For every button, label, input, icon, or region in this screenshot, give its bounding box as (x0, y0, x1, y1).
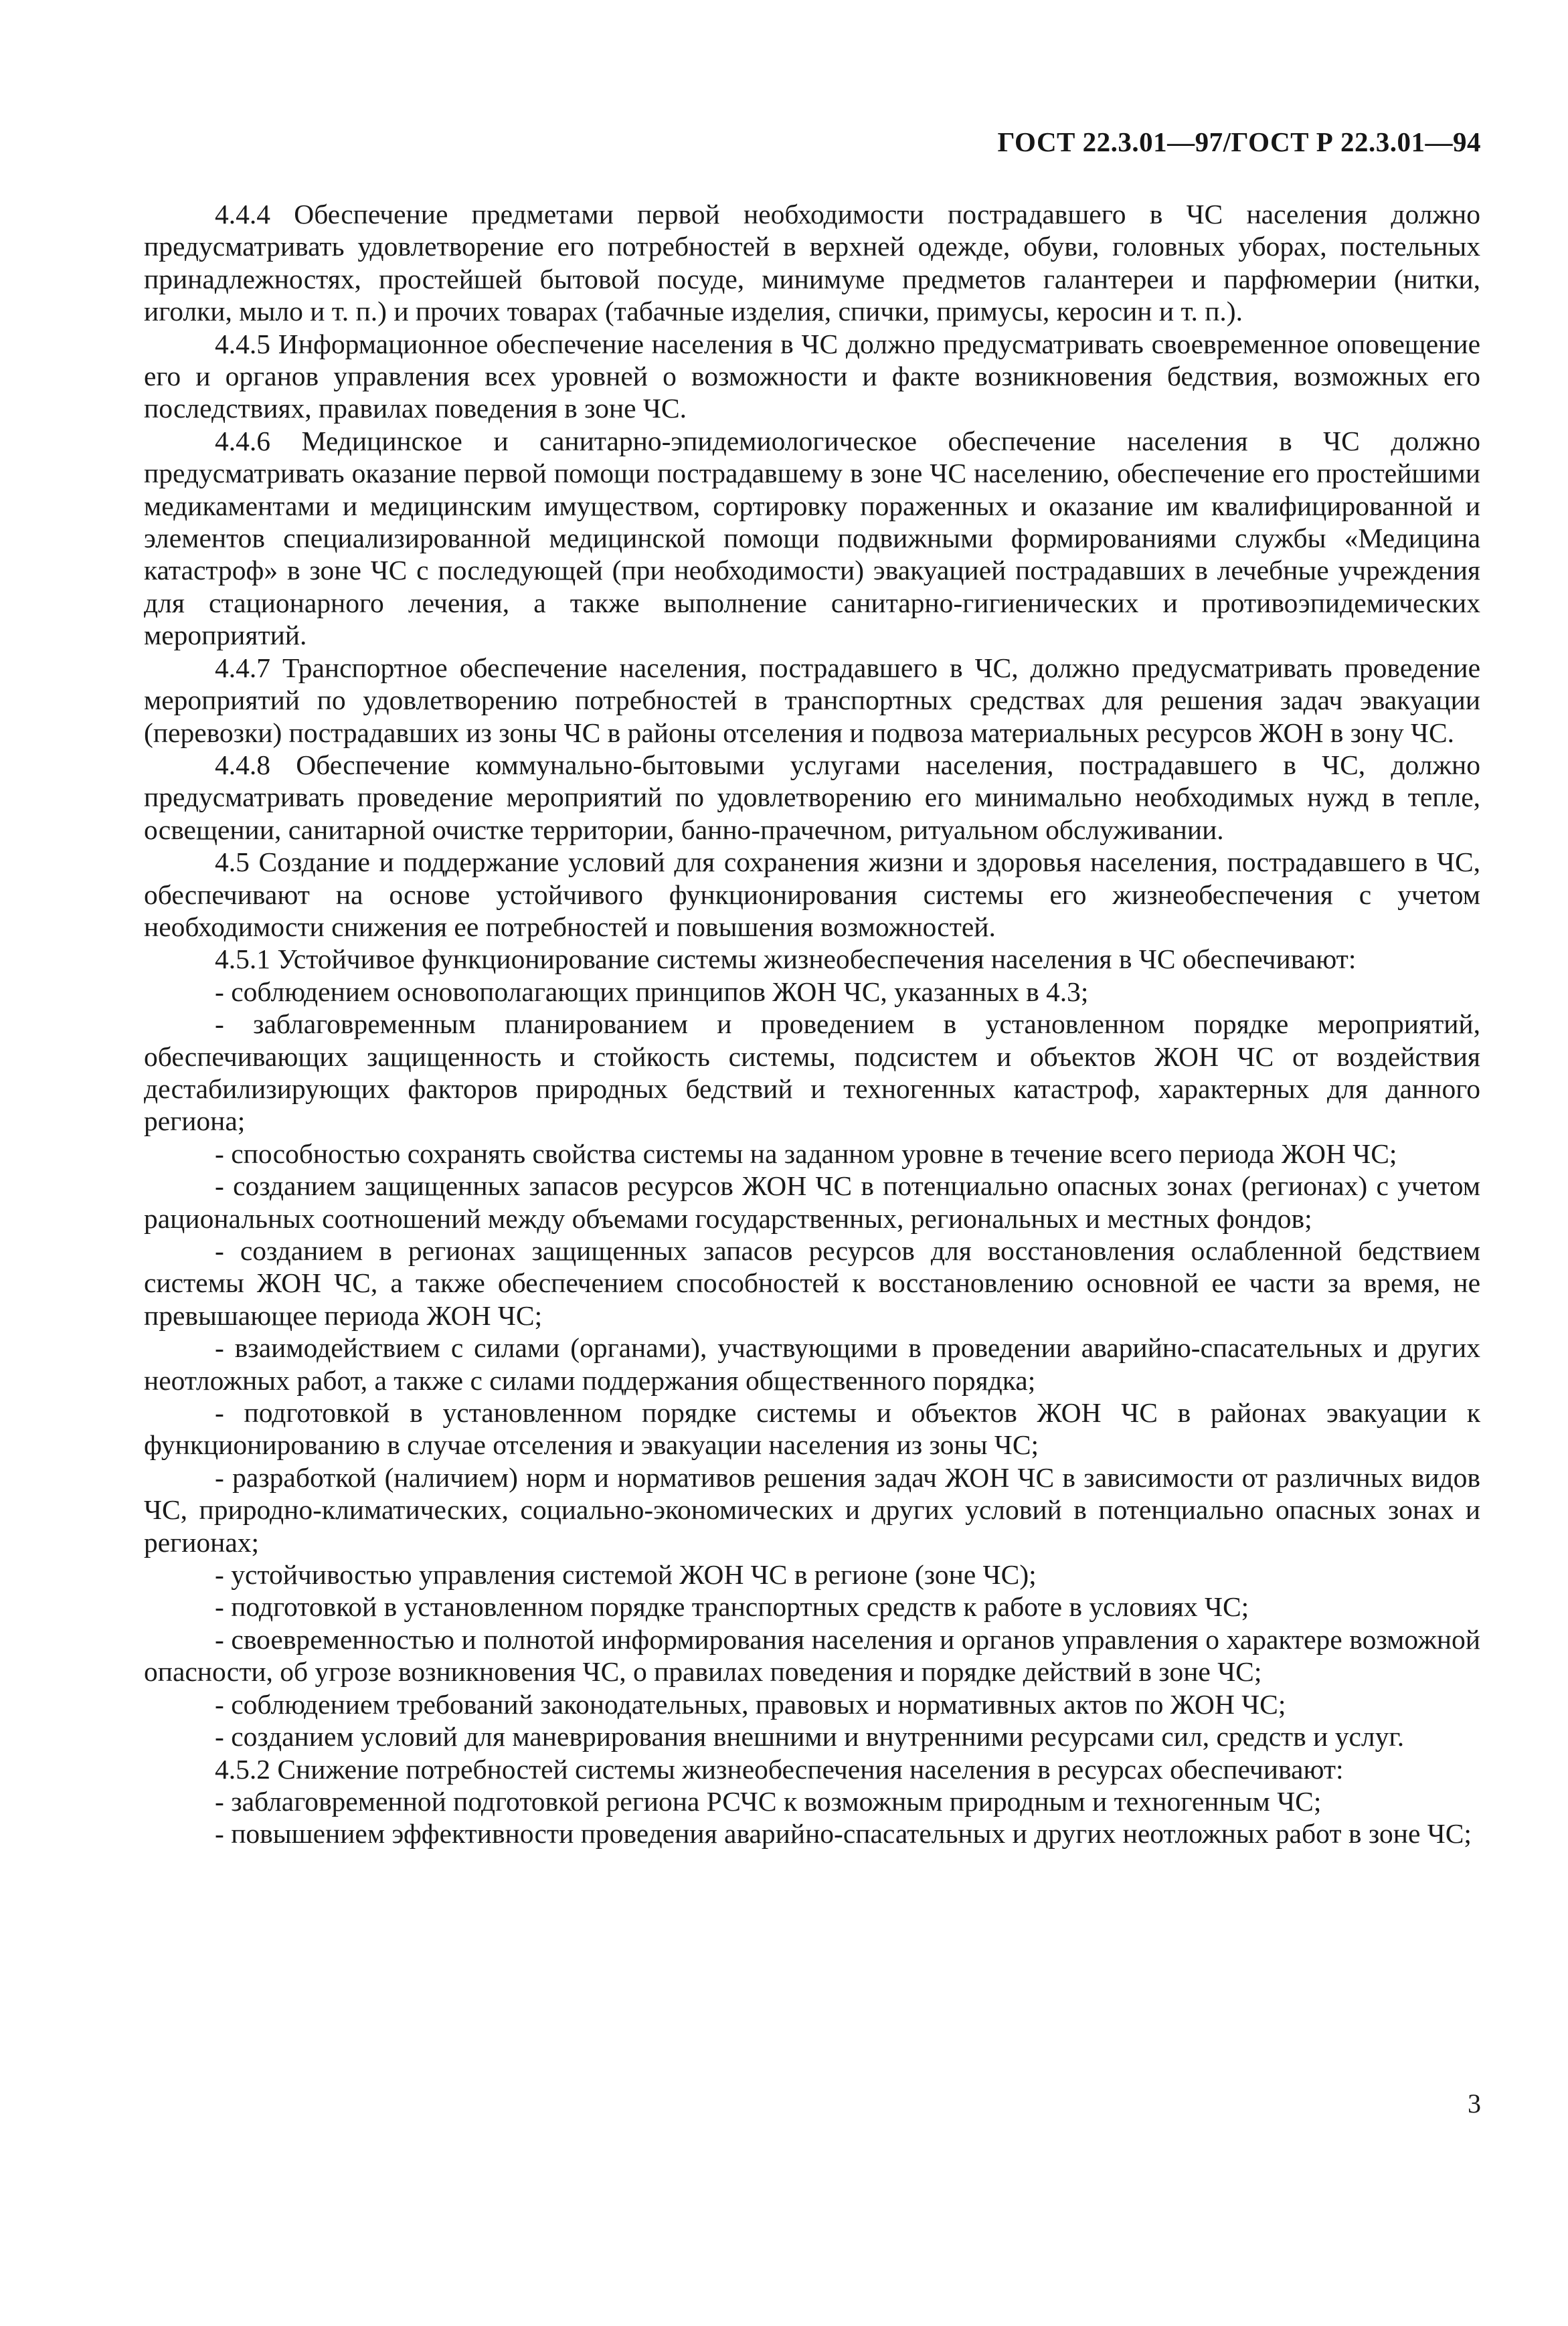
list-item: - разработкой (наличием) норм и нормативов решения задач ЖОН ЧС в зависимости от различных видов ЧС, природно-климатических, социально-экономических и других условий в потенциально опасных зонах и регионах; (144, 1461, 1480, 1558)
list-item: - заблаговременной подготовкой региона РСЧС к возможным природным и техногенным ЧС; (215, 1785, 1322, 1817)
list-item: - созданием защищенных запасов ресурсов ЖОН ЧС в потенциально опасных зонах (регионах) с учетом рациональных соотношений между объемами государственных, региональных и местных фондов; (144, 1170, 1480, 1234)
document-body (144, 198, 1480, 1850)
list-item: - созданием в регионах защищенных запасов ресурсов для восстановления ослабленной бедствием системы ЖОН ЧС, а также обеспечением способностей к восстановлению основной ее части за время, не превышающее периода ЖОН ЧС; (144, 1235, 1480, 1331)
list-item: - взаимодействием с силами (органами), участвующими в проведении аварийно-спасательных и других неотложных работ, а также с силами поддержания общественного порядка; (144, 1332, 1480, 1396)
list-item: - устойчивостью управления системой ЖОН ЧС в регионе (зоне ЧС); (215, 1559, 1037, 1591)
list-item: - подготовкой в установленном порядке транспортных средств к работе в условиях ЧС; (215, 1591, 1249, 1623)
list-item: - заблаговременным планированием и проведением в установленном порядке мероприятий, обеспечивающих защищенность и стойкость системы, подсистем и объектов ЖОН ЧС от воздействия дестабилизирующих факторов природных бедствий и техногенных катастроф, характерных для данного региона; (144, 1008, 1480, 1137)
list-item: - своевременностью и полнотой информирования населения и органов управления о характере возможной опасности, об угрозе возникновения ЧС, о правилах поведения и порядке действий в зоне ЧС; (144, 1623, 1480, 1688)
list-item: - соблюдением основополагающих принципов ЖОН ЧС, указанных в 4.3; (215, 976, 1089, 1007)
document-header: ГОСТ 22.3.01—97/ГОСТ Р 22.3.01—94 (997, 126, 1481, 157)
list-item: - подготовкой в установленном порядке системы и объектов ЖОН ЧС в районах эвакуации к функционированию в случае отселения и эвакуации населения из зоны ЧС; (144, 1397, 1480, 1461)
list-item: - созданием условий для маневрирования внешними и внутренними ресурсами сил, средств и услуг. (215, 1721, 1405, 1753)
paragraph-4-4-8: 4.4.8 Обеспечение коммунально-бытовыми услугами населения, пострадавшего в ЧС, должно предусматривать проведение мероприятий по удовлетворению его минимально необходимых нужд в тепле, освещении, санитарной очистке территории, банно-прачечном, ритуальном обслуживании. (144, 749, 1480, 845)
paragraph-4-5: 4.5 Создание и поддержание условий для сохранения жизни и здоровья населения, пострадавшего в ЧС, обеспечивают на основе устойчивого функционирования системы его жизнеобеспечения с учетом необходимости снижения ее потребностей и повышения возможностей. (144, 846, 1480, 942)
list-item: - повышением эффективности проведения аварийно-спасательных и других неотложных работ в зоне ЧС; (215, 1818, 1472, 1850)
paragraph-4-4-6: 4.4.6 Медицинское и санитарно-эпидемиологическое обеспечение населения в ЧС должно предусматривать оказание первой помощи пострадавшему в зоне ЧС населению, обеспечение его простейшими медикаментами и медицинским имуществом, сортировку пораженных и оказание им квалифицированной и элементов специализированной медицинской помощи подвижными формированиями службы «Медицина катастроф» в зоне ЧС с последующей (при необходимости) эвакуацией пострадавших в лечебные учреждения для стационарного лечения, а также выполнение санитарно-гигиенических и противоэпидемических мероприятий. (144, 425, 1480, 651)
paragraph-4-4-5: 4.4.5 Информационное обеспечение населения в ЧС должно предусматривать своевременное оповещение его и органов управления всех уровней о возможности и факте возникновения бедствия, возможных его последствиях, правилах поведения в зоне ЧС. (144, 328, 1480, 424)
paragraph-4-4-4: 4.4.4 Обеспечение предметами первой необходимости пострадавшего в ЧС населения должно предусматривать удовлетворение его потребностей в верхней одежде, обуви, головных уборах, постельных принадлежностях, простейшей бытовой посуде, минимуме предметов галантереи и парфюмерии (нитки, иголки, мыло и т. п.) и прочих товарах (табачные изделия, спички, примусы, керосин и т. п.). (144, 199, 1480, 327)
paragraph-4-5-1: 4.5.1 Устойчивое функционирование системы жизнеобеспечения населения в ЧС обеспечивают: (215, 944, 1357, 975)
paragraph-4-4-7: 4.4.7 Транспортное обеспечение населения, пострадавшего в ЧС, должно предусматривать проведение мероприятий по удовлетворению потребностей в транспортных средствах для решения задач эвакуации (перевозки) пострадавших из зоны ЧС в районы отселения и подвоза материальных ресурсов ЖОН в зону ЧС. (144, 652, 1480, 748)
paragraph-4-5-2: 4.5.2 Снижение потребностей системы жизнеобеспечения населения в ресурсах обеспечивают: (215, 1753, 1344, 1785)
list-item: - соблюдением требований законодательных, правовых и нормативных актов по ЖОН ЧС; (215, 1688, 1286, 1720)
page-number: 3 (1468, 2088, 1481, 2119)
list-item: - способностью сохранять свойства системы на заданном уровне в течение всего периода ЖОН ЧС; (215, 1138, 1397, 1169)
